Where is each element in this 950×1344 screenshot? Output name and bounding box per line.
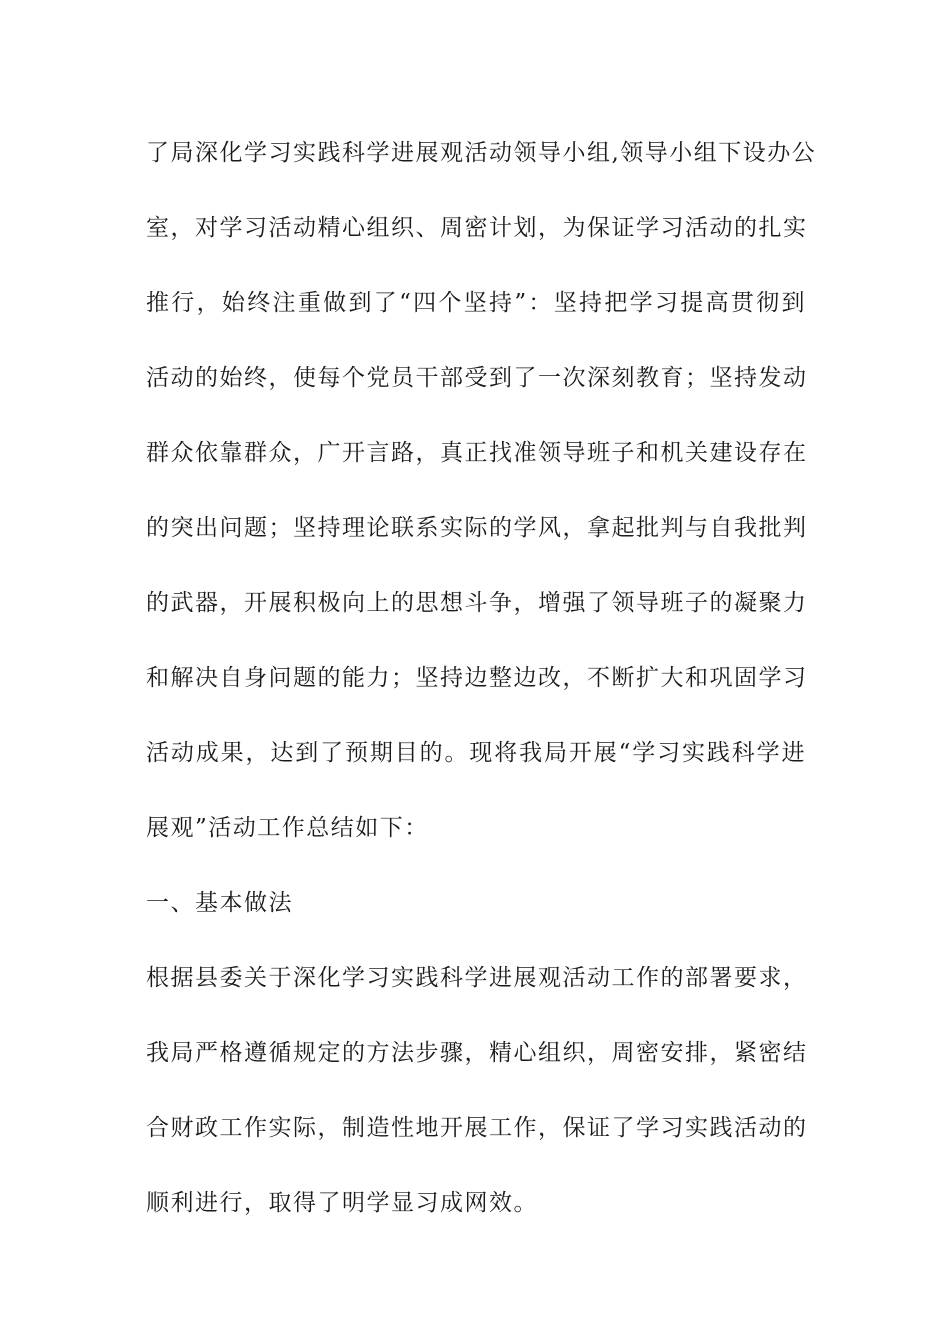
section-heading: 一、基本做法 xyxy=(146,890,293,916)
paragraph-line-4: 活动的始终，使每个党员干部受到了一次深刻教育；坚持发动 xyxy=(146,365,808,391)
paragraph-line-8: 和解决自身问题的能力；坚持边整边改，不断扩大和巩固学习 xyxy=(146,665,808,691)
paragraph-line-7: 的武器，开展积极向上的思想斗争，增强了领导班子的凝聚力 xyxy=(146,590,808,616)
paragraph-line-15: 顺利进行，取得了明学显习成网效。 xyxy=(146,1190,538,1216)
paragraph-line-5: 群众依靠群众，广开言路，真正找准领导班子和机关建设存在 xyxy=(146,440,808,466)
paragraph-line-12: 根据县委关于深化学习实践科学进展观活动工作的部署要求， xyxy=(146,965,808,991)
paragraph-line-14: 合财政工作实际，制造性地开展工作，保证了学习实践活动的 xyxy=(146,1115,808,1141)
paragraph-line-10: 展观”活动工作总结如下： xyxy=(146,815,429,841)
paragraph-line-1: 了局深化学习实践科学进展观活动领导小组,领导小组下设办公 xyxy=(146,140,817,166)
paragraph-line-2: 室，对学习活动精心组织、周密计划，为保证学习活动的扎实 xyxy=(146,215,808,241)
paragraph-line-6: 的突出问题；坚持理论联系实际的学风，拿起批判与自我批判 xyxy=(146,515,808,541)
paragraph-line-3: 推行，始终注重做到了“四个坚持”：坚持把学习提高贯彻到 xyxy=(146,290,806,316)
document-body xyxy=(146,131,817,1256)
paragraph-line-13: 我局严格遵循规定的方法步骤，精心组织，周密安排，紧密结 xyxy=(146,1040,808,1066)
paragraph-line-9: 活动成果，达到了预期目的。现将我局开展“学习实践科学进 xyxy=(146,740,806,766)
